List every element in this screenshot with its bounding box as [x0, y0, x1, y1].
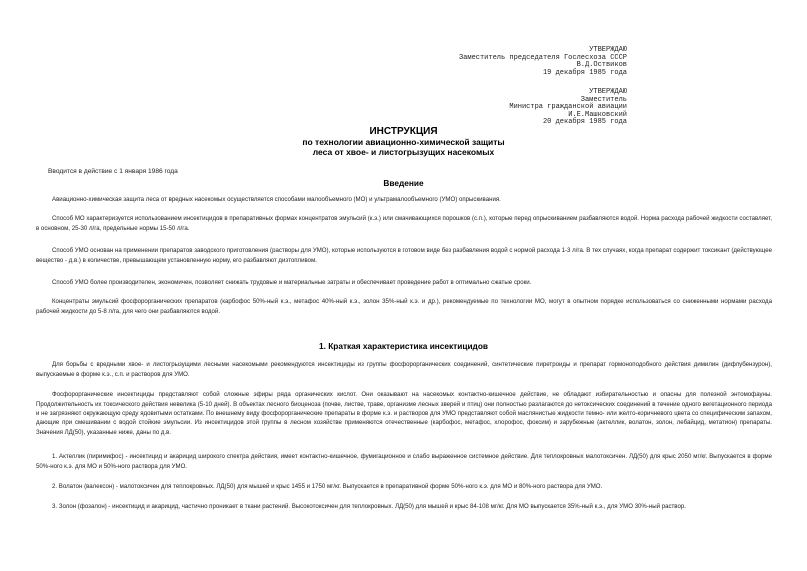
paragraph: 3. Золон (фозалон) - инсектицид и акарицид, частично проникает в ткани растений. Высокотоксичен для теплокровных. ЛД(50) для мышей и крыс 84-108 мг/кг. Для МО выпускается 35%-ный к.э., для УМО 30%-ный раствор. [52, 503, 686, 511]
paragraph: Способ МО характеризуется использованием инсектицидов в препаративных формах концентратов эмульсий (к.э.) или смачивающихся порошков (с.п.), которые перед опрыскиванием разбавляются водой. Норма расхода рабочей жидкости составляет, в основном, 25-30 л/га, предельные нормы 15-50 л/га. [36, 215, 772, 232]
title-line-2: по технологии авиационно-химической защиты [302, 137, 505, 147]
approval-line: В.Д.Оствиков [576, 61, 627, 70]
approval-line: УТВЕРЖДАЮ [589, 88, 627, 96]
approval-line: УТВЕРЖДАЮ [589, 46, 627, 54]
paragraph: Способ УМО более производителен, экономичен, позволяет снижать трудовые и материальные затраты и обеспечивает проведение работ в оптимально сжатые сроки. [52, 279, 532, 287]
paragraph: Концентраты эмульсий фосфорорганических препаратов (карбофос 50%-ный к.э., метафос 40%-ный к.э., золон 35%-ный к.э. и др.), рекомендуемые по технологии МО, могут в опытном порядке использоваться со сниженными нормами расхода рабочей жидкости до 5-8 л/га, для чего они разбавляются водой. [36, 298, 772, 315]
document-title [0, 126, 807, 157]
approval-stamp-gosleshoz [459, 47, 627, 77]
approval-line: И.Е.Машковский [568, 110, 627, 119]
paragraph: 2. Волатон (валексон) - малотоксичен для теплокровных. ЛД(50) для мышей и крыс 1455 и 1750 мг/кг. Выпускается в препаративной форме 50%-ного к.э. для МО и 80%-ного раствора для УМО. [52, 483, 603, 491]
approval-stamp-aviation-ministry [509, 89, 627, 127]
title-line-3: леса от хвое- и листогрызущих насекомых [312, 147, 495, 157]
paragraph: Для борьбы с вредными хвое- и листогрызущими лесными насекомыми рекомендуются инсектициды из группы фосфорорганических соединений, синтетические пиретроиды и препарат гормоноподобного действия димилин (дифлубензурон), выпускаемые в форме к.э., с.п. и растворов для УМО. [36, 361, 772, 378]
paragraph: Фосфорорганические инсектициды представляют собой сложные эфиры ряда органических кислот. Они оказывают на насекомых контактно-кишечное действие, не обладают избирательностью и опасны для полезной энтомофауны. Продолжительность их токсического действия невелика (5-10 дней). В объектах лесного биоценоза (почве, листве, траве, организме лесных зверей и птиц) они полностью разлагаются до нетоксических соединений в течение одного вегетационного периода и не загрязняют окружающую среду ядовитыми остатками. По внешнему виду фосфорорганические препараты в форме к.э. и растворов для УМО представляют собой маслянистые жидкости темно- или желто-коричневого цвета со специфическим запахом, дающие при смешивании с водой стойкие эмульсии. Из инсектицидов этой группы в лесном хозяйстве применяются отечественные (карбофос, метафос, хлорофос, фоксим) и зарубежные (актеллик, волатон, золон, лебайцид, метатион) препараты. Значения ЛД(50), указанные ниже, даны по д.в. [36, 391, 772, 436]
approval-line: 19 декабря 1985 года [542, 68, 627, 77]
approval-line: Заместитель председателя Гослесхоза СССР [458, 53, 627, 62]
paragraph: Способ УМО основан на применении препаратов заводского приготовления (растворы для УМО), которые используются в готовом виде без разбавления водой с нормой расхода 1-3 л/га. В тех случаях, когда препарат содержит токсикант (действующее вещество - д.в.) в количестве, превышающем установленную норму, его разбавляют дизтопливом. [36, 247, 772, 264]
title-main: ИНСТРУКЦИЯ [369, 126, 438, 137]
paragraph: Авиационно-химическая защита леса от вредных насекомых осуществляется способами малообъемного (МО) и ультрамалообъемного (УМО) опрыскивания. [52, 196, 501, 204]
effective-date: Вводится в действие с 1 января 1986 года [48, 168, 178, 175]
approval-line: 20 декабря 1985 года [542, 118, 627, 127]
section-heading-introduction: Введение [383, 178, 424, 188]
approval-line: Заместитель [580, 95, 627, 104]
section-heading-insecticides: 1. Краткая характеристика инсектицидов [318, 341, 488, 351]
approval-line: Министра гражданской авиации [509, 103, 627, 112]
paragraph: 1. Актеллик (пиримифос) - инсектицид и акарицид широкого спектра действия, имеет контактно-кишечное, фумигационное и слабо выраженное системное действие. Для теплокровных малотоксичен. ЛД(50) для крыс 2050 мг/кг. Выпускается в форме 50%-ного к.э. для МО и 50%-ного раствора для УМО. [36, 453, 772, 470]
